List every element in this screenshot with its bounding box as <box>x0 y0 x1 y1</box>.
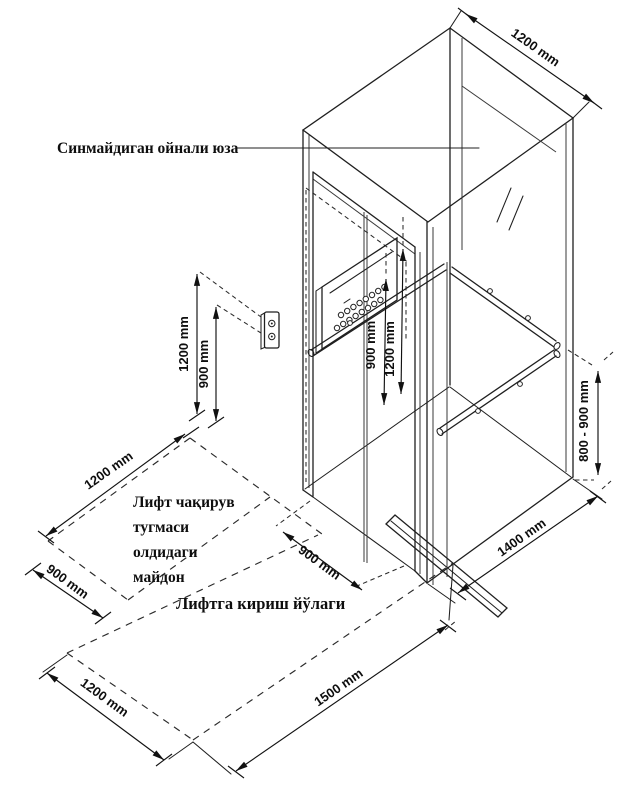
elevator-cab <box>303 28 573 585</box>
dim-call-button-heights <box>176 274 224 438</box>
dim-label-handrail-height: 800 - 900 mm <box>576 380 591 462</box>
call-area-label-line3: олдидаги <box>133 544 198 561</box>
glass-surface-label: Синмайдиган ойнали юза <box>57 140 239 157</box>
cab-top-face <box>303 28 573 222</box>
dim-label-call-upper: 1200 mm <box>176 316 191 372</box>
call-area-label-line2: тугмаси <box>133 519 190 536</box>
dim-label-rail-height: 900 mm <box>363 320 378 370</box>
dim-label-call-lower: 900 mm <box>196 339 211 389</box>
dim-label-entry-width: 1200 mm <box>77 674 132 720</box>
dim-label-call-area-depth: 1200 mm <box>81 448 136 493</box>
cab-door <box>306 172 420 574</box>
dim-handrail-height <box>568 350 613 489</box>
dim-label-cab-side-depth: 1400 mm <box>494 515 549 560</box>
dim-label-panel-height: 1200 mm <box>382 321 397 377</box>
call-area-label-line4: майдон <box>133 569 185 586</box>
dim-label-door-width: 900 mm <box>295 542 344 583</box>
entry-path-label: Лифтга кириш йўлаги <box>176 594 346 613</box>
call-area-label-line1: Лифт чақирув <box>133 494 235 511</box>
handrail-back-wall <box>450 267 561 351</box>
dim-cab-top-width <box>450 8 602 118</box>
glass-marks <box>497 188 523 230</box>
dim-label-top-width: 1200 mm <box>508 25 563 70</box>
dim-label-call-area-width: 900 mm <box>43 561 92 602</box>
dim-label-entry-length: 1500 mm <box>311 665 366 710</box>
call-button-panel <box>200 272 279 349</box>
dim-cab-side <box>428 479 606 603</box>
